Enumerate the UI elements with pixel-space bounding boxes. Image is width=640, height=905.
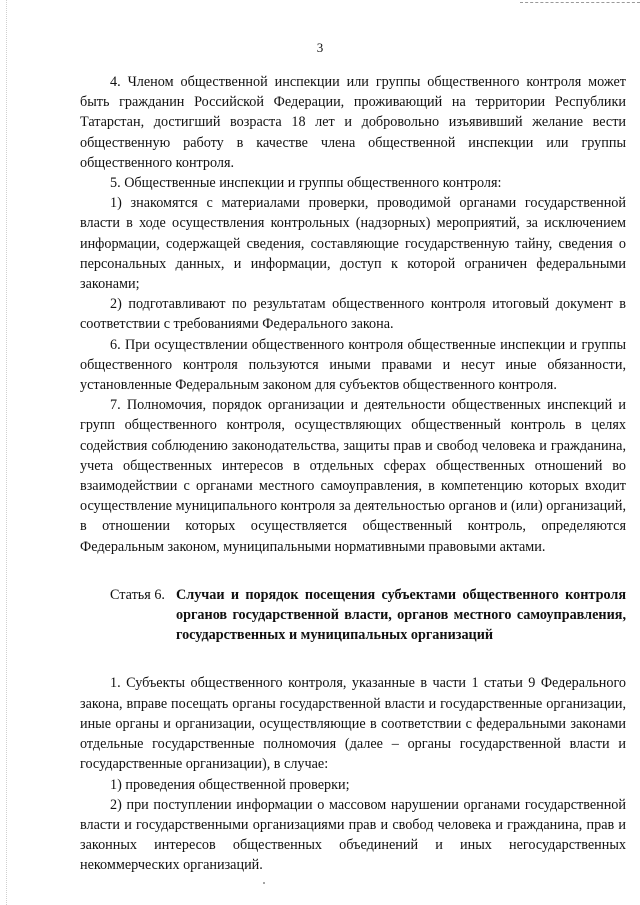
article-6-item-2: 2) при поступлении информации о массовом нарушении органами государственной власти и государственными организациями прав и свобод человека и гражданина, прав и законных интересов общественных объединений и иных негосударственных некоммерческих организаций.	[80, 796, 626, 874]
document-body	[80, 72, 626, 876]
paragraph-5: 5. Общественные инспекции и группы общественного контроля:	[110, 175, 502, 192]
article-heading	[80, 585, 626, 646]
article-number: Статья 6.	[110, 586, 165, 603]
scan-margin-marks	[6, 0, 8, 905]
paragraph-5-item-2: 2) подготавливают по результатам общественного контроля итоговый документ в соответствии с требованиями Федерального закона.	[80, 296, 626, 333]
page-number: 3	[316, 40, 324, 55]
scan-edge-line	[520, 2, 640, 4]
article-title: Случаи и порядок посещения субъектами общественного контроля органов государственной власти, органов местного самоуправления, государственных и муниципальных организаций	[176, 586, 626, 644]
article-6-item-1: 1) проведения общественной проверки;	[110, 776, 350, 793]
article-6-paragraph-1: 1. Субъекты общественного контроля, указанные в части 1 статьи 9 Федерального закона, вправе посещать органы государственной власти и государственные организации, иные органы и организации, осуществляющие в соответствии с федеральными законами отдельные государственные полномочия (далее – органы государственной власти и государственные организации), в случае:	[80, 675, 626, 773]
scan-speck	[263, 882, 265, 884]
paragraph-4: 4. Членом общественной инспекции или группы общественного контроля может быть гражданин Российской Федерации, проживающий на территории Республики Татарстан, достигший возраста 18 лет и добровольно изъявивший желание вести общественную работу в качестве члена общественной инспекции или группы общественного контроля.	[80, 74, 626, 171]
paragraph-7: 7. Полномочия, порядок организации и деятельности общественных инспекций и групп общественного контроля, осуществляющих общественный контроль в целях содействия соблюдению законодательства, защиты прав и свобод человека и гражданина, учета общественных интересов в отдельных сферах общественных отношений во взаимодействии с органами местного самоуправления, в компетенцию которых входит осуществление муниципального контроля за деятельностью органов и (или) организаций, в отношении которых осуществляется общественный контроль, определяются Федеральным законом, муниципальными нормативными правовыми актами.	[80, 397, 626, 555]
paragraph-6: 6. При осуществлении общественного контроля общественные инспекции и группы общественного контроля пользуются иными правами и несут иные обязанности, установленные Федеральным законом для субъектов общественного контроля.	[80, 336, 626, 394]
paragraph-5-item-1: 1) знакомятся с материалами проверки, проводимой органами государственной власти в ходе осуществления контрольных (надзорных) мероприятий, за исключением информации, содержащей сведения, составляющие государственную тайну, сведения о персональных данных, и информации, доступ к которой ограничен федеральными законами;	[80, 195, 626, 293]
